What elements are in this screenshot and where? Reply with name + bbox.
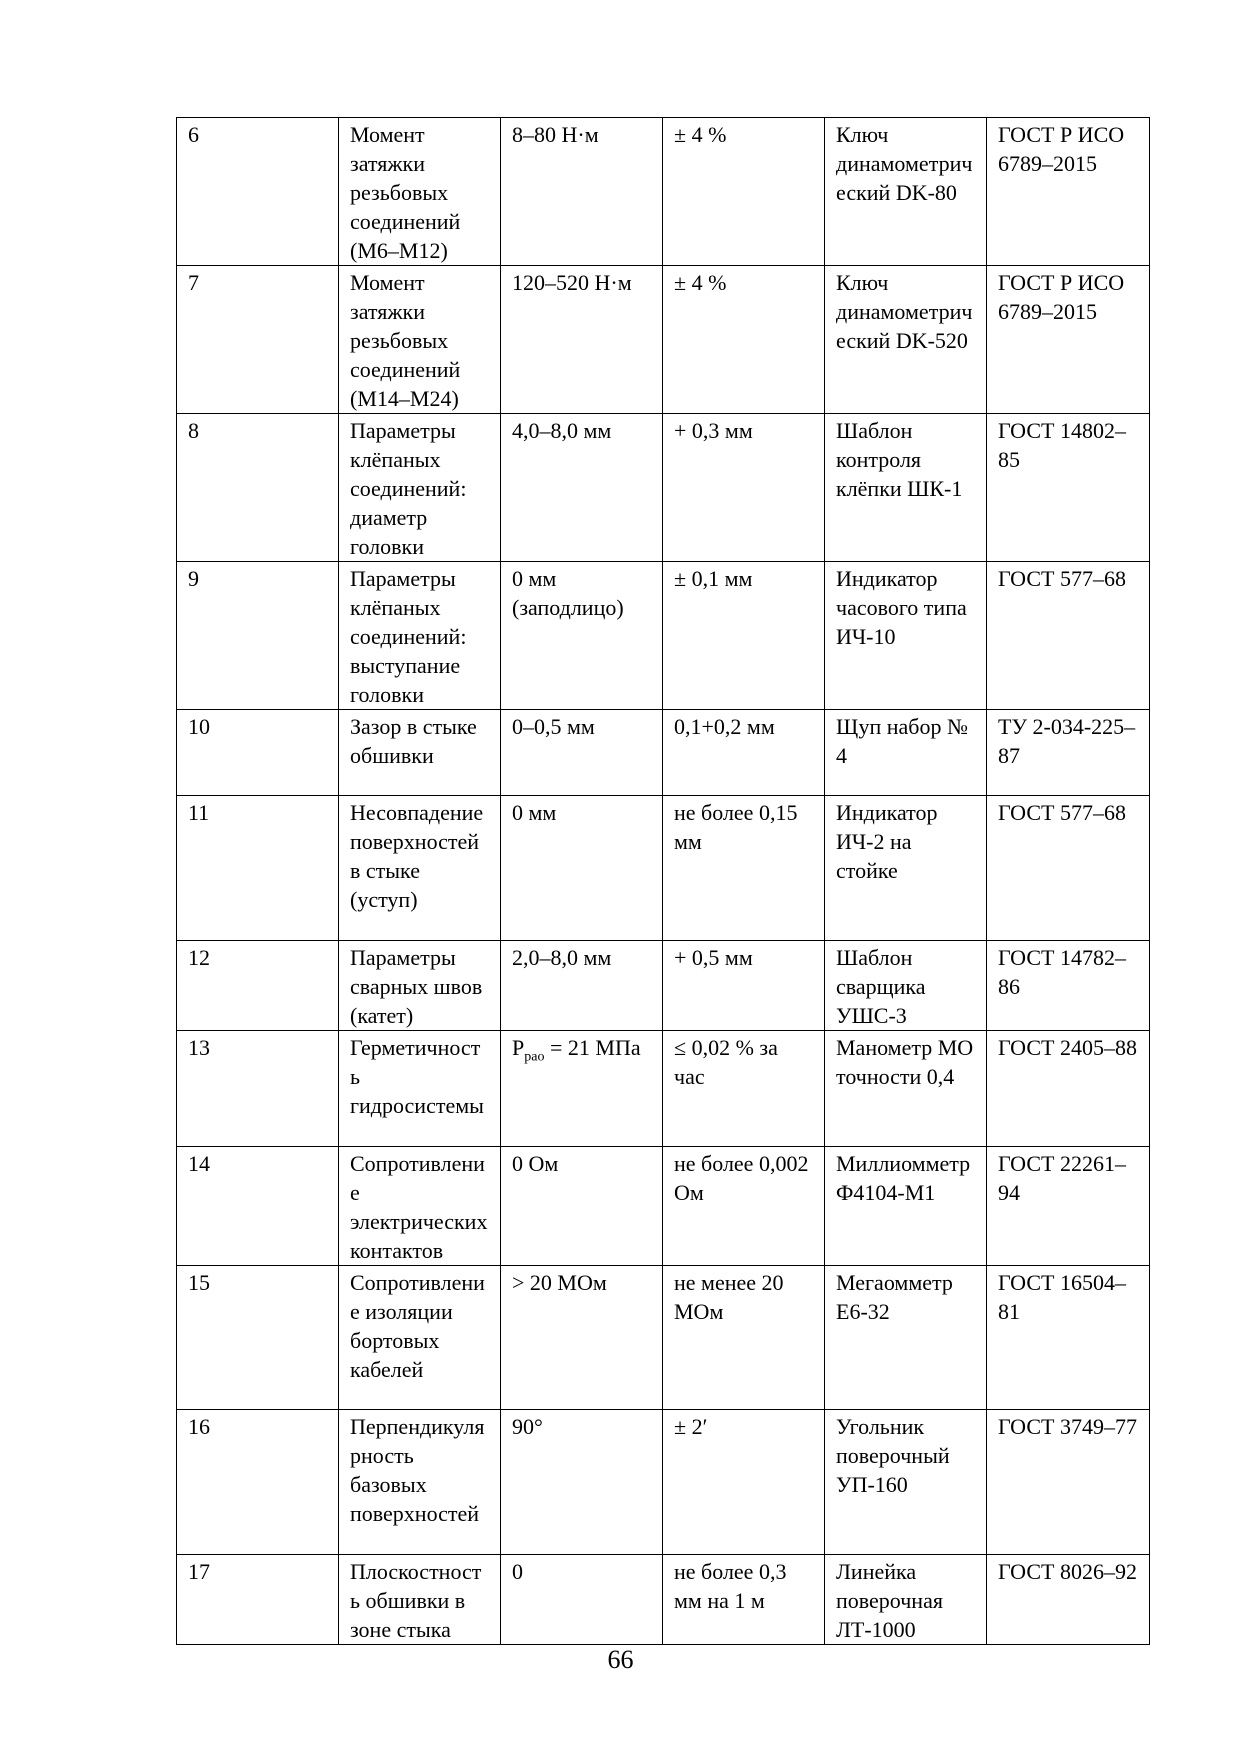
instrument-cell: Угольник поверочный УП-160 <box>825 1410 987 1555</box>
row-number-cell: 15 <box>177 1266 339 1410</box>
standard-cell: ГОСТ 14802–85 <box>987 414 1150 562</box>
value-symbol: P <box>512 1035 525 1060</box>
table-row <box>177 266 1150 414</box>
row-number-cell: 17 <box>177 1555 339 1645</box>
standard-cell: ТУ 2-034-225–87 <box>987 710 1150 796</box>
row-number-cell: 14 <box>177 1147 339 1266</box>
parameter-cell: Параметры сварных швов (катет) <box>339 941 501 1031</box>
value-rest: = 21 МПа <box>544 1035 641 1060</box>
instrument-cell: Щуп набор № 4 <box>825 710 987 796</box>
instrument-cell: Шаблон сварщика УШС-3 <box>825 941 987 1031</box>
row-number-cell: 9 <box>177 562 339 710</box>
table-row <box>177 1266 1150 1410</box>
tolerance-cell: не менее 20 МОм <box>663 1266 825 1410</box>
instrument-cell: Миллиомметр Ф4104-М1 <box>825 1147 987 1266</box>
instrument-cell: Индикатор ИЧ-2 на стойке <box>825 796 987 941</box>
page-number: 66 <box>607 1645 634 1674</box>
nominal-value-cell: 4,0–8,0 мм <box>501 414 663 562</box>
parameter-cell: Плоскостность обшивки в зоне стыка <box>339 1555 501 1645</box>
row-number-cell: 11 <box>177 796 339 941</box>
nominal-value-cell: 0 мм (заподлицо) <box>501 562 663 710</box>
tolerance-cell: ≤ 0,02 % за час <box>663 1031 825 1147</box>
table-row <box>177 118 1150 266</box>
parameter-cell: Параметры клёпаных соединений: выступание головки <box>339 562 501 710</box>
tolerance-cell: не более 0,3 мм на 1 м <box>663 1555 825 1645</box>
nominal-value-cell: 2,0–8,0 мм <box>501 941 663 1031</box>
nominal-value-cell: > 20 МОм <box>501 1266 663 1410</box>
row-number-cell: 16 <box>177 1410 339 1555</box>
tolerance-cell: 0,1+0,2 мм <box>663 710 825 796</box>
nominal-value-cell: 8–80 Н·м <box>501 118 663 266</box>
standard-cell: ГОСТ 22261–94 <box>987 1147 1150 1266</box>
inspection-parameters-table <box>176 117 1150 1645</box>
parameter-cell: Параметры клёпаных соединений: диаметр головки <box>339 414 501 562</box>
row-number-cell: 7 <box>177 266 339 414</box>
table-row <box>177 941 1150 1031</box>
table-row <box>177 710 1150 796</box>
standard-cell: ГОСТ Р ИСО 6789–2015 <box>987 118 1150 266</box>
table-row <box>177 796 1150 941</box>
parameter-cell: Сопротивление электрических контактов <box>339 1147 501 1266</box>
tolerance-cell: не более 0,002 Ом <box>663 1147 825 1266</box>
tolerance-cell: ± 2′ <box>663 1410 825 1555</box>
value-subscript: рао <box>524 1049 545 1065</box>
parameter-cell: Зазор в стыке обшивки <box>339 710 501 796</box>
row-number-cell: 8 <box>177 414 339 562</box>
parameter-cell: Момент затяжки резьбовых соединений (М6–М12) <box>339 118 501 266</box>
tolerance-cell: не более 0,15 мм <box>663 796 825 941</box>
standard-cell: ГОСТ 577–68 <box>987 796 1150 941</box>
parameter-cell: Перпендикулярность базовых поверхностей <box>339 1410 501 1555</box>
table-row <box>177 1147 1150 1266</box>
tolerance-cell: + 0,3 мм <box>663 414 825 562</box>
tolerance-cell: ± 4 % <box>663 118 825 266</box>
instrument-cell: Индикатор часового типа ИЧ-10 <box>825 562 987 710</box>
standard-cell: ГОСТ 8026–92 <box>987 1555 1150 1645</box>
nominal-value-cell: 0 <box>501 1555 663 1645</box>
standard-cell: ГОСТ 3749–77 <box>987 1410 1150 1555</box>
table-row <box>177 1555 1150 1645</box>
parameter-cell: Несовпадение поверхностей в стыке (уступ) <box>339 796 501 941</box>
instrument-cell: Ключ динамометрический DK-80 <box>825 118 987 266</box>
table-row <box>177 1410 1150 1555</box>
parameter-cell: Сопротивление изоляции бортовых кабелей <box>339 1266 501 1410</box>
nominal-value-cell: 120–520 Н·м <box>501 266 663 414</box>
parameter-cell: Герметичность гидросистемы <box>339 1031 501 1147</box>
standard-cell: ГОСТ 14782–86 <box>987 941 1150 1031</box>
nominal-value-cell <box>501 1031 663 1147</box>
standard-cell: ГОСТ Р ИСО 6789–2015 <box>987 266 1150 414</box>
row-number-cell: 10 <box>177 710 339 796</box>
row-number-cell: 12 <box>177 941 339 1031</box>
nominal-value-cell: 0 Ом <box>501 1147 663 1266</box>
instrument-cell: Ключ динамометрический DK-520 <box>825 266 987 414</box>
nominal-value-cell: 90° <box>501 1410 663 1555</box>
table-row <box>177 1031 1150 1147</box>
instrument-cell: Манометр МО точности 0,4 <box>825 1031 987 1147</box>
tolerance-cell: + 0,5 мм <box>663 941 825 1031</box>
standard-cell: ГОСТ 577–68 <box>987 562 1150 710</box>
tolerance-cell: ± 0,1 мм <box>663 562 825 710</box>
tolerance-cell: ± 4 % <box>663 266 825 414</box>
table-row <box>177 414 1150 562</box>
parameter-cell: Момент затяжки резьбовых соединений (М14–М24) <box>339 266 501 414</box>
instrument-cell: Мегаомметр Е6-32 <box>825 1266 987 1410</box>
table-row <box>177 562 1150 710</box>
nominal-value-cell: 0–0,5 мм <box>501 710 663 796</box>
nominal-value-cell: 0 мм <box>501 796 663 941</box>
row-number-cell: 13 <box>177 1031 339 1147</box>
row-number-cell: 6 <box>177 118 339 266</box>
standard-cell: ГОСТ 16504–81 <box>987 1266 1150 1410</box>
standard-cell: ГОСТ 2405–88 <box>987 1031 1150 1147</box>
instrument-cell: Линейка поверочная ЛТ-1000 <box>825 1555 987 1645</box>
instrument-cell: Шаблон контроля клёпки ШК-1 <box>825 414 987 562</box>
